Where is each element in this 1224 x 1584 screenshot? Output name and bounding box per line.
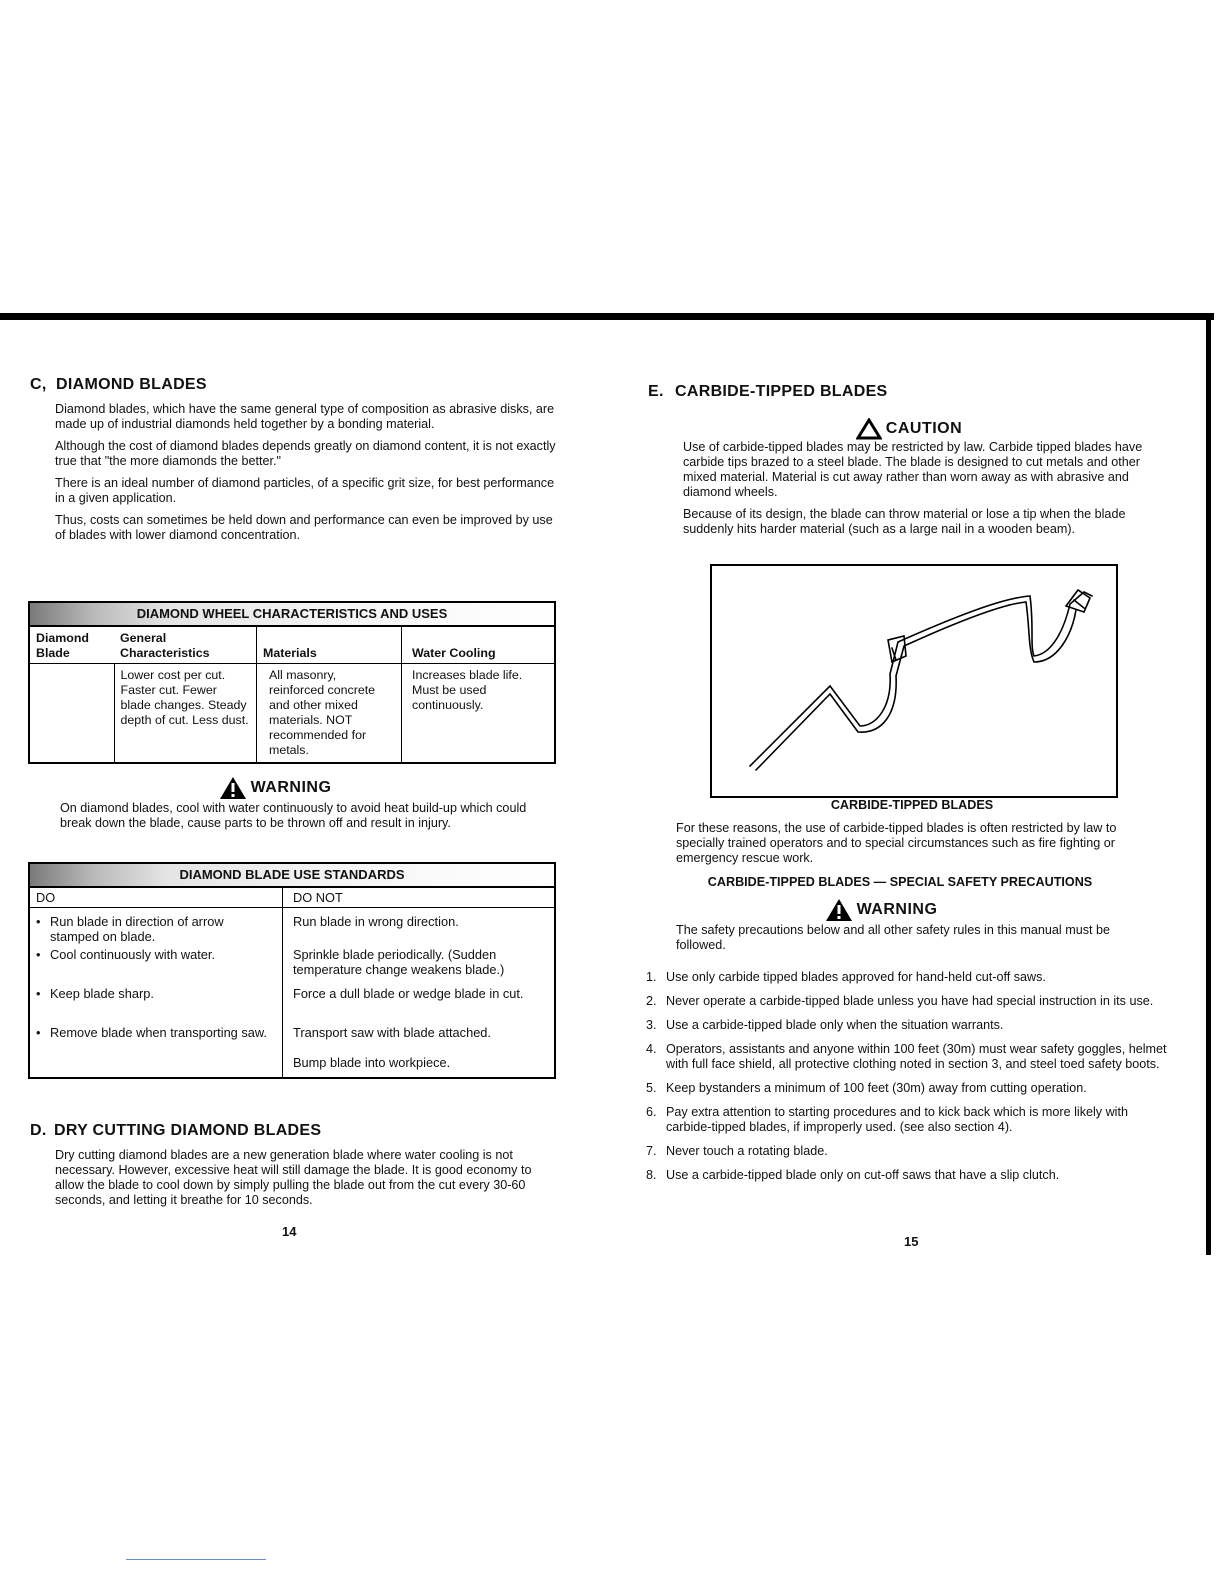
- section-c-paragraph: Thus, costs can sometimes be held down and performance can even be improved by use of blades with lower diamond concentration.: [55, 513, 553, 542]
- scan-underline: [126, 1559, 266, 1560]
- header-materials: Materials: [257, 627, 402, 663]
- list-item: 5. Keep bystanders a minimum of 100 feet (30m) away from cutting operation.: [646, 1081, 1087, 1095]
- table-title: DIAMOND WHEEL CHARACTERISTICS AND USES: [30, 603, 554, 627]
- carbide-blade-illustration: [712, 566, 1116, 796]
- list-item: 2. Never operate a carbide-tipped blade unless you have had special instruction in its use.: [646, 994, 1154, 1008]
- precautions-title: CARBIDE-TIPPED BLADES — SPECIAL SAFETY PRECAUTIONS: [707, 875, 1093, 889]
- dont-header: DO NOT: [283, 888, 555, 908]
- section-d-heading: D. DRY CUTTING DIAMOND BLADES: [30, 1122, 322, 1139]
- cell-blade: [30, 663, 114, 762]
- page-right-rule: [1206, 313, 1211, 1255]
- warning-triangle-icon: [219, 776, 247, 800]
- dont-item: Force a dull blade or wedge blade in cut.: [293, 985, 524, 1001]
- figure-caption: CARBIDE-TIPPED BLADES: [830, 798, 994, 812]
- section-d: [30, 1122, 570, 1208]
- caution-heading: CAUTION: [675, 418, 1143, 440]
- page-number-left: 14: [282, 1224, 297, 1239]
- reasons-text: For these reasons, the use of carbide-tipped blades is often restricted by law to specially trained operators and to special circumstances such as fire fighting or emergency rescue work.: [676, 821, 1117, 865]
- section-c: [30, 376, 570, 543]
- warning-heading: WARNING: [616, 898, 1146, 922]
- section-e-heading: E. CARBIDE-TIPPED BLADES: [648, 383, 888, 400]
- diamond-wheel-table: [28, 601, 556, 764]
- section-c-paragraph: Diamond blades, which have the same general type of composition as abrasive disks, are made up of industrial diamonds held together by a bonding material.: [55, 402, 555, 431]
- list-item: 4. Operators, assistants and anyone within 100 feet (30m) must wear safety goggles, helmet with full face shield, all protective clothing noted in section 3, and steel toed safety boots.: [646, 1042, 1167, 1071]
- page-number-right: 15: [904, 1234, 919, 1249]
- dont-item: Bump blade into workpiece.: [293, 1054, 451, 1070]
- dont-item: Sprinkle blade periodically. (Sudden temperature change weakens blade.): [293, 946, 505, 977]
- do-item: • Cool continuously with water.: [30, 947, 283, 986]
- cell-characteristics: Lower cost per cut. Faster cut. Fewer blade changes. Steady depth of cut. Less dust.: [114, 663, 257, 762]
- right-warning: [676, 898, 1146, 953]
- warning-text: The safety precautions below and all other safety rules in this manual must be followed.: [676, 923, 1111, 952]
- cell-materials: All masonry, reinforced concrete and other mixed materials. NOT recommended for metals.: [257, 663, 402, 762]
- caution-paragraph: Use of carbide-tipped blades may be restricted by law. Carbide tipped blades have carbide tips brazed to a steel blade. The blade is designed to cut metals and other mixed material. Material is cut away rather than worn away as with abrasive and diamond wheels.: [683, 440, 1143, 499]
- header-water-cooling: Water Cooling: [402, 627, 555, 663]
- do-header: DO: [30, 888, 283, 908]
- section-d-text: Dry cutting diamond blades are a new generation blade where water cooling is not necessary. However, excessive heat will still damage the blade. It is good economy to allow the blade to cool down by simply pulling the blade out from the cut every 30-60 seconds, and letting it breathe for 10 seconds.: [55, 1148, 532, 1207]
- blade-use-standards-table: [28, 862, 556, 1079]
- left-warning: [60, 776, 530, 831]
- section-c-paragraph: There is an ideal number of diamond particles, of a specific grit size, for best performance in a given application.: [55, 476, 555, 505]
- list-item: 8. Use a carbide-tipped blade only on cut-off saws that have a slip clutch.: [646, 1168, 1060, 1182]
- list-item: 7. Never touch a rotating blade.: [646, 1144, 828, 1158]
- page-top-rule: [0, 313, 1214, 320]
- list-item: 3. Use a carbide-tipped blade only when the situation warrants.: [646, 1018, 1004, 1032]
- section-c-heading: C, DIAMOND BLADES: [30, 376, 207, 393]
- warning-triangle-icon: [825, 898, 853, 922]
- warning-heading: WARNING: [20, 776, 530, 800]
- caution-triangle-icon: [856, 418, 882, 440]
- cell-water-cooling: Increases blade life. Must be used continuously.: [412, 667, 523, 712]
- dont-item: Run blade in wrong direction.: [293, 914, 459, 929]
- section-c-paragraph: Although the cost of diamond blades depends greatly on diamond content, it is not exactly true that "the more diamonds the better.": [55, 439, 556, 468]
- dont-item: Transport saw with blade attached.: [293, 1024, 491, 1040]
- do-item: • Run blade in direction of arrow stamped on blade.: [30, 908, 283, 947]
- precautions-list: [646, 970, 1172, 1192]
- list-item: 1. Use only carbide tipped blades approved for hand-held cut-off saws.: [646, 970, 1046, 984]
- table-title: DIAMOND BLADE USE STANDARDS: [30, 864, 554, 888]
- do-item: • Remove blade when transporting saw.: [30, 1025, 283, 1055]
- caution-paragraph: Because of its design, the blade can throw material or lose a tip when the blade suddenly hits harder material (such as a large nail in a wooden beam).: [683, 507, 1126, 536]
- caution-block: [683, 418, 1143, 537]
- warning-text: On diamond blades, cool with water continuously to avoid heat build-up which could break down the blade, cause parts to be thrown off and result in injury.: [60, 801, 527, 830]
- list-item: 6. Pay extra attention to starting procedures and to kick back which is more likely with carbide-tipped blades, if improperly used. (see also section 4).: [646, 1105, 1128, 1134]
- header-diamond-blade: Diamond Blade: [30, 627, 114, 663]
- do-item: • Keep blade sharp.: [30, 986, 283, 1025]
- header-general-characteristics: General Characteristics: [114, 627, 257, 663]
- carbide-blade-figure: [710, 564, 1118, 798]
